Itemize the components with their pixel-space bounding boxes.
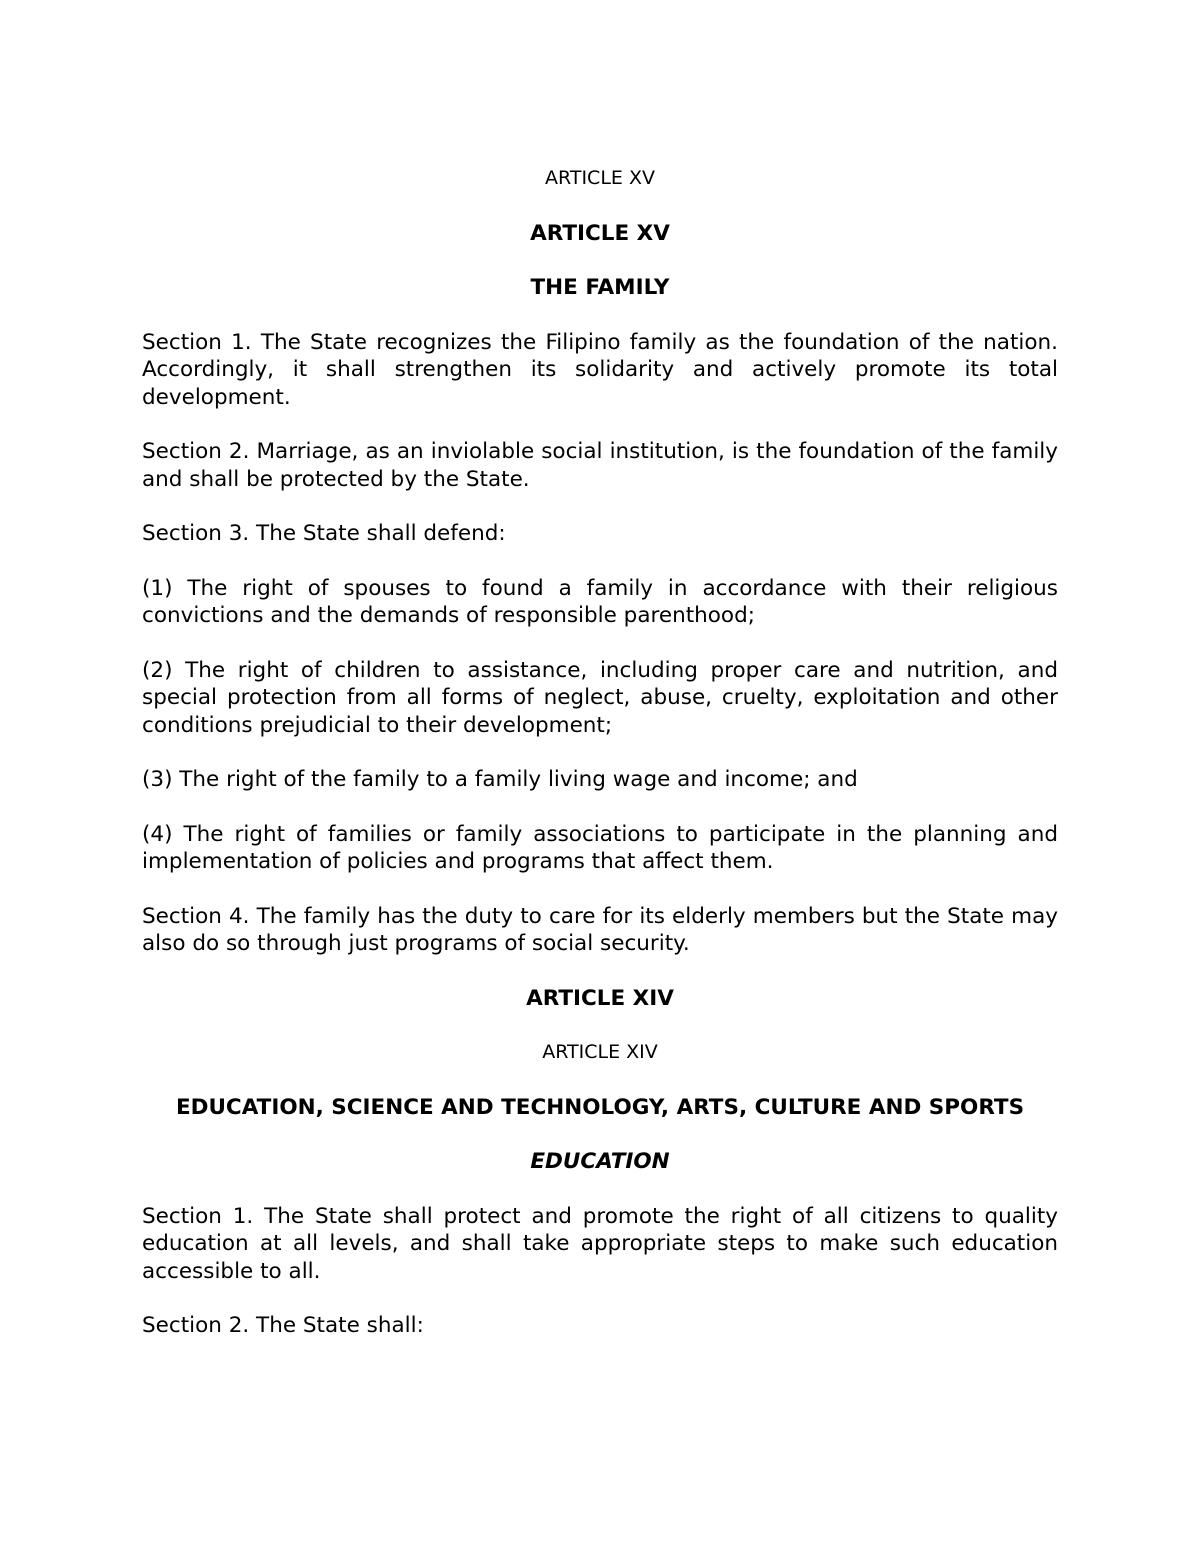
article-15-title: ARTICLE XV xyxy=(530,220,670,246)
article-15-subtitle: THE FAMILY xyxy=(530,275,670,300)
article-15-section-3-item-3: (3) The right of the family to a family living wage and income; and xyxy=(142,767,858,792)
article-15-section-3-item-1: (1) The right of spouses to found a family in accordance with their religious convictions and the demands of responsible parenthood; xyxy=(142,575,1058,628)
article-14-section-1: Section 1. The State shall protect and promote the right of all citizens to quality education at all levels, and shall take appropriate steps to make such education accessible to all. xyxy=(142,1203,1058,1284)
article-14-plain-title: ARTICLE XIV xyxy=(542,1041,658,1063)
education-subheading: EDUCATION xyxy=(530,1149,670,1174)
article-14-subtitle: EDUCATION, SCIENCE AND TECHNOLOGY, ARTS, CULTURE AND SPORTS xyxy=(175,1094,1025,1120)
article-15-section-3-item-4: (4) The right of families or family associations to participate in the planning and implementation of policies and programs that affect them. xyxy=(142,821,1058,874)
article-15-section-1: Section 1. The State recognizes the Filipino family as the foundation of the nation. Accordingly, it shall strengthen its solidarity and actively promote its total development. xyxy=(142,329,1058,410)
article-14-section-2: Section 2. The State shall: xyxy=(142,1313,424,1338)
article-15-section-3-item-2: (2) The right of children to assistance, including proper care and nutrition, and special protection from all forms of neglect, abuse, cruelty, exploitation and other conditions prejudicial to their development; xyxy=(142,657,1058,738)
article-14-title: ARTICLE XIV xyxy=(526,985,674,1011)
document-page xyxy=(142,165,1058,1367)
article-15-section-4: Section 4. The family has the duty to care for its elderly members but the State may also do so through just programs of social security. xyxy=(142,903,1058,956)
article-15-section-3: Section 3. The State shall defend: xyxy=(142,521,506,546)
article-15-section-2: Section 2. Marriage, as an inviolable social institution, is the foundation of the family and shall be protected by the State. xyxy=(142,439,1058,492)
article-15-plain-title: ARTICLE XV xyxy=(545,167,655,189)
